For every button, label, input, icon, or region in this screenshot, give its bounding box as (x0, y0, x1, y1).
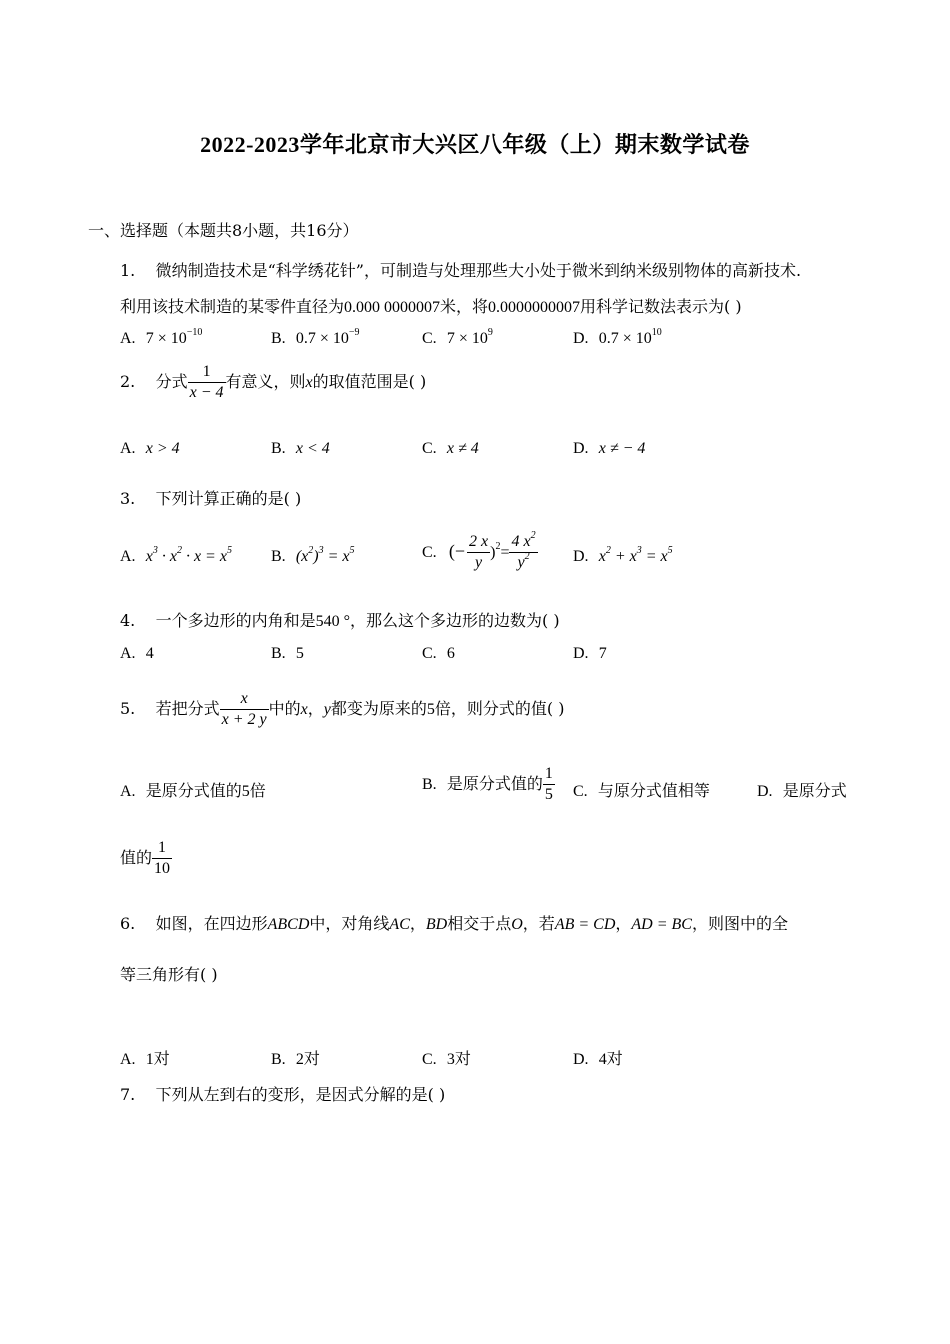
option-a (120, 643, 154, 663)
option-label: B. (271, 645, 286, 662)
option-d (573, 328, 662, 348)
question-number: 3. (120, 489, 136, 508)
question-4 (120, 608, 560, 631)
option-label: C. (422, 645, 437, 662)
question-text: 一个多边形的内角和是 (155, 611, 316, 630)
question-text: 分式 (155, 372, 188, 391)
question-text: ， (409, 914, 426, 933)
option-a (120, 438, 180, 458)
option-c (422, 532, 538, 573)
math-value: 5 (426, 701, 435, 718)
fraction-denominator: x + 2 y (221, 711, 267, 728)
math-expression: $x^2 + x^3 = x^5$ (598, 545, 673, 565)
option-label: C. (573, 783, 588, 800)
question-1-line1 (120, 258, 801, 281)
option-value: 对 (606, 1049, 623, 1068)
question-text: ，那么这个多边形的边数为( ) (350, 611, 560, 630)
option-c (422, 328, 493, 348)
exponent: −9 (348, 327, 360, 338)
option-b (271, 546, 355, 566)
question-number: 6. (120, 914, 136, 933)
option-d (573, 546, 673, 566)
option-label: D. (573, 1051, 589, 1068)
option-value: x > 4 (145, 440, 180, 457)
option-label: A. (120, 548, 136, 565)
math-expression: $x^3 \cdot x^2 \cdot x = x^5$ (145, 545, 232, 565)
option-value: 倍 (249, 781, 266, 800)
option-value: 值的 (120, 848, 153, 867)
option-b (271, 1046, 320, 1069)
fraction-numerator: 1 (152, 838, 172, 859)
option-value: 是原分式值的 (446, 774, 543, 793)
option-c (422, 438, 479, 458)
fraction (152, 838, 172, 879)
math-value: 0.0000000007 (488, 299, 581, 316)
question-text: 倍，则分式的值( ) (434, 699, 565, 718)
fraction-denominator: 5 (544, 786, 553, 803)
question-text: 的取值范围是( ) (312, 372, 427, 391)
option-label: C. (422, 440, 437, 457)
math-value: 2 (295, 1051, 304, 1068)
option-d (757, 778, 847, 801)
question-1-line2 (120, 294, 742, 317)
fraction-denominator: 10 (154, 860, 171, 877)
fraction: $\frac{4 x^2}{y^2}$ (511, 530, 536, 571)
option-c (422, 1046, 471, 1069)
math-value: 1 (145, 1051, 154, 1068)
question-2 (120, 362, 426, 403)
option-value: 是原分式 (782, 781, 847, 800)
option-label: A. (120, 1051, 136, 1068)
question-number: 1. (120, 261, 136, 280)
question-number: 5. (120, 699, 136, 718)
math-expression: AB = CD (554, 916, 616, 933)
option-value: 与原分式值相等 (597, 781, 710, 800)
exponent: −10 (186, 327, 203, 338)
option-value: 对 (303, 1049, 320, 1068)
option-d-continued (120, 838, 172, 879)
math-variable: y (323, 701, 331, 718)
fraction: $\frac{2 x}{y}$ (469, 533, 489, 571)
math-value: 5 (241, 783, 250, 800)
question-text: 米，将 (440, 297, 489, 316)
question-text: 相交于点 (447, 914, 512, 933)
math-variable: AC (389, 916, 410, 933)
question-6-line2: 等三角形有( ) (120, 965, 218, 984)
question-number: 2. (120, 372, 136, 391)
question-text: 若把分式 (155, 699, 220, 718)
math-value: 540 ° (315, 613, 351, 630)
fraction-numerator: 1 (543, 764, 555, 785)
option-c (422, 643, 455, 663)
option-label: C. (422, 1051, 437, 1068)
option-value: 0.7 × 10 (295, 330, 349, 347)
math-variable: BD (425, 916, 448, 933)
question-text: 利用该技术制造的某零件直径为 (120, 297, 345, 316)
option-value: 对 (454, 1049, 471, 1068)
option-value: 7 (598, 645, 607, 662)
option-label: D. (573, 440, 589, 457)
question-text: ，若 (522, 914, 555, 933)
option-value: 4 (145, 645, 154, 662)
option-value: 对 (153, 1049, 170, 1068)
option-label: D. (757, 783, 773, 800)
option-value: 5 (295, 645, 304, 662)
option-label: B. (271, 440, 286, 457)
option-value: 0.7 × 10 (598, 330, 652, 347)
option-b (271, 328, 360, 348)
math-expression: $(x^2)^3 = x^5$ (295, 545, 355, 565)
question-text: 有意义，则 (225, 372, 306, 391)
fraction-numerator: x (220, 689, 269, 710)
option-label: C. (422, 544, 437, 561)
math-value: 4 (598, 1051, 607, 1068)
question-text: 中的 (268, 699, 301, 718)
option-value: x < 4 (295, 440, 330, 457)
option-value: 6 (446, 645, 455, 662)
math-variable: ABCD (267, 916, 310, 933)
exponent: 9 (487, 327, 493, 338)
option-label: D. (573, 548, 589, 565)
section-heading: 一、选择题（本题共8小题，共16分） (88, 221, 359, 240)
math-expression: AD = BC (631, 916, 692, 933)
option-label: B. (271, 548, 286, 565)
option-value: 是原分式值的 (145, 781, 242, 800)
question-6-line1 (120, 911, 788, 934)
fraction-denominator: x − 4 (189, 384, 224, 401)
question-number: 7. (120, 1085, 136, 1104)
question-text: 微纳制造技术是“科学绣花针”，可制造与处理那些大小处于微米到纳米级别物体的高新技术. (155, 261, 802, 280)
fraction (543, 764, 555, 805)
question-text: ， (307, 699, 324, 718)
option-value: 7 × 10 (446, 330, 488, 347)
math-expression: (− (448, 541, 465, 561)
question-text: ，则图中的全 (691, 914, 788, 933)
question-7 (120, 1082, 445, 1105)
fraction (188, 362, 226, 403)
option-label: A. (120, 783, 136, 800)
question-text: 都变为原来的 (330, 699, 427, 718)
option-label: D. (573, 645, 589, 662)
question-text: 用科学记数法表示为( ) (580, 297, 742, 316)
option-value: x ≠ 4 (446, 440, 479, 457)
option-a (120, 546, 232, 566)
question-5 (120, 689, 564, 730)
question-number: 4. (120, 611, 136, 630)
math-value: 3 (446, 1051, 455, 1068)
question-3 (120, 486, 301, 509)
option-label: B. (271, 1051, 286, 1068)
question-text: 如图，在四边形 (155, 914, 268, 933)
option-value: x ≠ − 4 (598, 440, 646, 457)
fraction (220, 689, 269, 730)
option-c (573, 778, 710, 801)
option-b (271, 438, 330, 458)
exponent: 10 (651, 327, 662, 338)
option-d (573, 438, 645, 458)
option-a (120, 328, 202, 348)
page-title: 2022-2023学年北京市大兴区八年级（上）期末数学试卷 (200, 132, 750, 157)
option-label: C. (422, 330, 437, 347)
question-text: 下列从左到右的变形，是因式分解的是( ) (155, 1085, 446, 1104)
math-variable: x (305, 374, 313, 391)
option-label: D. (573, 330, 589, 347)
option-value: 7 × 10 (145, 330, 187, 347)
question-text: 中，对角线 (309, 914, 390, 933)
question-text: 下列计算正确的是( ) (155, 489, 302, 508)
option-a (120, 1046, 170, 1069)
math-variable: O (511, 916, 523, 933)
option-label: B. (422, 776, 437, 793)
option-b (271, 643, 304, 663)
math-value: 0.000 0000007 (344, 299, 441, 316)
fraction-numerator: 1 (188, 362, 226, 383)
option-d (573, 643, 607, 663)
option-d (573, 1046, 623, 1069)
option-a (120, 778, 266, 801)
math-expression: )$^2$= (490, 541, 510, 561)
option-label: A. (120, 645, 136, 662)
math-variable: x (300, 701, 308, 718)
question-text: ， (615, 914, 632, 933)
option-label: A. (120, 440, 136, 457)
option-b (422, 764, 555, 805)
option-label: A. (120, 330, 136, 347)
option-label: B. (271, 330, 286, 347)
